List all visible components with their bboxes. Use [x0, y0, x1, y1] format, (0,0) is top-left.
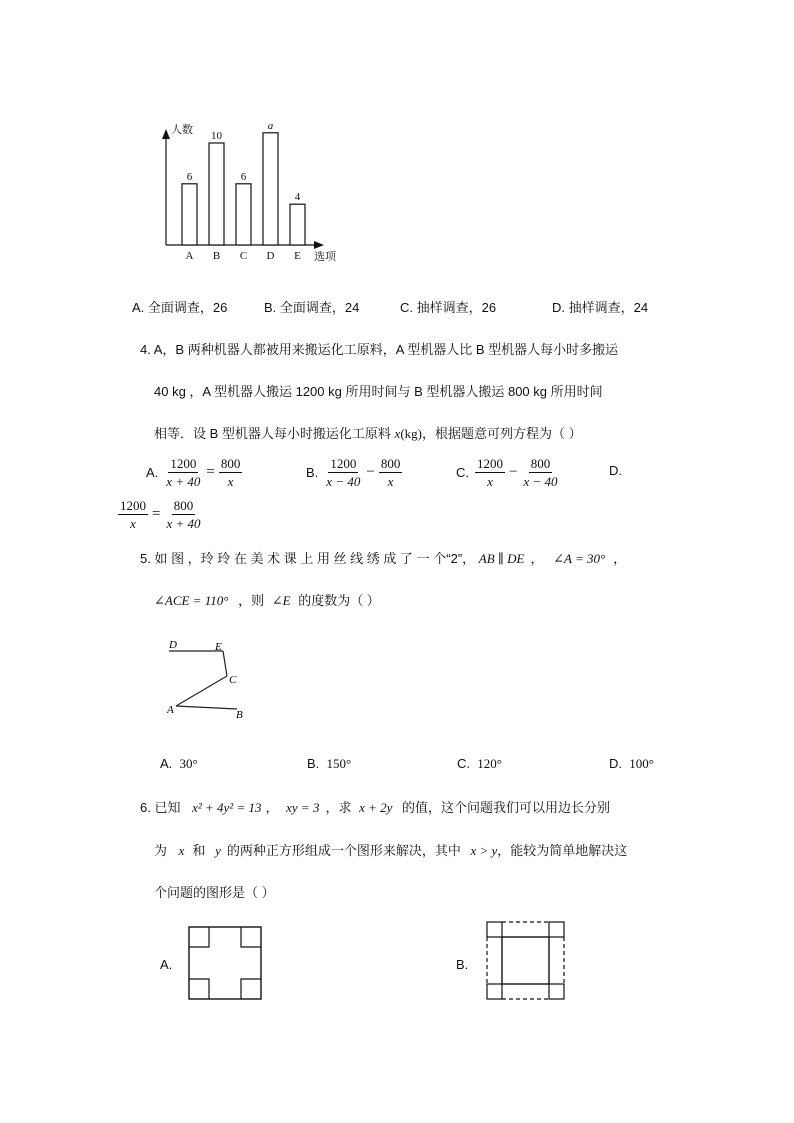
q4-line-3: [154, 423, 582, 442]
q3-options: [132, 297, 692, 315]
category-label-E: E: [294, 250, 301, 262]
q6-equation-1: x² + 4y² = 13: [192, 800, 262, 815]
q6-option-b-letter: B.: [456, 957, 469, 972]
bar-E: [290, 204, 305, 245]
denominator: x: [387, 473, 394, 489]
q3-option-b-text: 全面调查，24: [279, 300, 360, 315]
q5-angle-e: ∠E: [271, 593, 291, 608]
q6-line-2: [154, 840, 627, 859]
denominator: x: [227, 473, 234, 489]
denominator: x: [487, 473, 493, 489]
q5-angle-ace: ∠ACE = 110°: [154, 593, 229, 608]
q4-line-2: 40 kg ，A 型机器人搬运 1200 kg 所用时间与 B 型机器人搬运 800 kg 所用时间: [154, 384, 603, 399]
category-label-A: A: [185, 250, 194, 262]
q4-unit: (kg): [400, 426, 422, 441]
q4-opt-a-frac-1: [164, 456, 202, 489]
bar-A: [182, 184, 197, 245]
q5-option-d: [609, 756, 654, 772]
operator: =: [206, 463, 215, 480]
data-label-B: 10: [211, 130, 222, 142]
q5-option-c-text: 120°: [477, 756, 502, 771]
data-label-D: a: [267, 119, 274, 132]
operator: −: [509, 463, 518, 480]
q4-line-1: 4. A，B 两种机器人都被用来搬运化工原料，A 型机器人比 B 型机器人每小时多搬运: [140, 342, 619, 357]
q6-line-1-tail: 的值，这个问题我们可以用边长分别: [402, 800, 611, 815]
q3-option-a-text: 全面调查，26: [147, 300, 228, 315]
q3-option-d-letter: D.: [552, 300, 565, 315]
q5-line-2-text: ，则: [238, 593, 265, 608]
q3-option-d-text: 抽样调查，24: [568, 300, 649, 315]
q5-option-b: [307, 756, 351, 772]
q4-option-b: [306, 452, 402, 492]
q6-option-a-figure: [188, 926, 264, 1002]
operator: −: [366, 463, 375, 480]
q6-and: 和: [192, 843, 206, 858]
y-axis-arrow: [162, 129, 170, 139]
q3-option-a-letter: A.: [132, 300, 145, 315]
q6-line-2-mid: 的两种正方形组成一个图形来解决，其中: [226, 843, 461, 858]
bar-C: [236, 184, 251, 245]
q4-opt-b-frac-1: [324, 456, 362, 489]
q5-option-c-letter: C.: [457, 756, 470, 771]
q5-angle-a: ∠A = 30°: [553, 551, 606, 566]
q4-line-3-tail: ，根据题意可列方程为（ ）: [421, 426, 582, 441]
denominator: x: [130, 515, 136, 531]
q5-line-1-text: 5. 如 图 ，玲 玲 在 美 术 课 上 用 丝 线 绣 成 了 一 个“2”，: [140, 551, 476, 566]
q6-var-x: x: [178, 843, 185, 858]
denominator: x + 40: [166, 515, 201, 531]
numerator: 1200: [170, 455, 197, 471]
numerator: 800: [220, 455, 241, 471]
q6-option-b-figure: [486, 921, 566, 1001]
q5-option-c: [457, 756, 502, 772]
q3-option-d: [552, 297, 648, 316]
q4-variable-x: x: [394, 426, 401, 441]
q4-opt-d-frac-1: [118, 498, 148, 531]
q5-option-a-text: 30°: [179, 756, 198, 771]
q4-option-c: [456, 452, 560, 492]
q6-var-y: y: [215, 843, 221, 858]
q4-opt-d-frac-2: [164, 498, 202, 531]
category-label-B: B: [212, 250, 221, 262]
numerator: 800: [380, 455, 401, 471]
label-c: C: [229, 674, 237, 686]
q4-opt-b-frac-2: [379, 456, 403, 489]
q6-line-1: [140, 797, 610, 816]
data-label-A: 6: [186, 170, 193, 183]
numerator: 1200: [477, 455, 503, 471]
denominator: x − 40: [523, 473, 558, 489]
operator: =: [152, 505, 161, 522]
category-label-C: C: [239, 250, 248, 262]
q5-figure: [160, 636, 260, 722]
q5-option-b-letter: B.: [307, 756, 320, 771]
q6-expression: x + 2y: [359, 800, 393, 815]
q6-comma: ，: [265, 800, 279, 815]
q5-option-a-letter: A.: [160, 756, 173, 771]
q5-options: [160, 756, 680, 774]
data-label-C: 6: [240, 170, 247, 183]
q5-option-d-letter: D.: [609, 756, 622, 771]
q3-option-a: [132, 297, 227, 316]
q4-opt-c-frac-2: [521, 456, 559, 489]
numerator: 1200: [330, 455, 357, 471]
q5-line-2-tail: 的度数为（ ）: [298, 593, 380, 608]
label-e: E: [215, 641, 222, 653]
segment-ab: [176, 706, 237, 709]
q5-line-2: [154, 590, 380, 609]
segment-ca: [176, 676, 227, 706]
bar-D: [263, 133, 278, 245]
y-axis-label: 人数: [171, 124, 193, 136]
q4-option-d-letter: D.: [609, 463, 622, 478]
q5-option-d-text: 100°: [629, 756, 654, 771]
numerator: 1200: [120, 497, 146, 513]
bar-B: [209, 143, 224, 245]
category-label-D: D: [266, 250, 275, 262]
q3-option-c: [400, 297, 496, 316]
q5-option-b-text: 150°: [326, 756, 352, 771]
x-axis-label: 选项: [314, 251, 336, 263]
q4-option-d: [118, 494, 203, 534]
q4-line-3-text: 相等．设 B 型机器人每小时搬运化工原料: [154, 426, 391, 441]
q3-option-c-letter: C.: [400, 300, 413, 315]
denominator: x − 40: [326, 473, 361, 489]
denominator: x + 40: [166, 473, 201, 489]
numerator: 800: [173, 497, 194, 513]
q3-option-b: [264, 297, 359, 316]
q6-ask: ，求: [325, 800, 352, 815]
q5-line-1: [140, 548, 626, 567]
q4-option-a: [146, 452, 242, 492]
segment-ec: [223, 651, 227, 676]
label-b: B: [236, 709, 243, 721]
bar-chart: [150, 115, 350, 265]
q6-inequality: x > y: [470, 843, 498, 858]
q3-option-b-letter: B.: [264, 300, 277, 315]
q3-option-c-text: 抽样调查，26: [416, 300, 497, 315]
q6-option-a-letter: A.: [160, 957, 173, 972]
q5-comma-2: ，: [613, 551, 627, 566]
q6-line-2-text: 为: [154, 843, 168, 858]
q6-line-2-tail: ，能较为简单地解决这: [497, 843, 628, 858]
q6-line-3: 个问题的图形是（ ）: [154, 885, 275, 900]
numerator: 800: [530, 455, 551, 471]
q6-line-1-text: 6. 已知: [140, 800, 181, 815]
x-axis-arrow: [314, 241, 324, 249]
q5-comma: ，: [530, 551, 544, 566]
q5-parallel-expr: AB ∥ DE: [478, 551, 525, 566]
data-label-E: 4: [294, 191, 301, 204]
q4-opt-a-frac-2: [219, 456, 243, 489]
q4-opt-c-frac-1: [475, 456, 505, 489]
label-d: D: [169, 639, 177, 651]
q5-option-a: [160, 756, 198, 772]
q4-option-b-letter: B.: [306, 464, 319, 480]
q4-option-a-letter: A.: [146, 464, 159, 480]
q6-equation-2: xy = 3: [286, 800, 320, 815]
label-a: A: [167, 704, 174, 716]
q4-option-c-letter: C.: [456, 464, 469, 480]
